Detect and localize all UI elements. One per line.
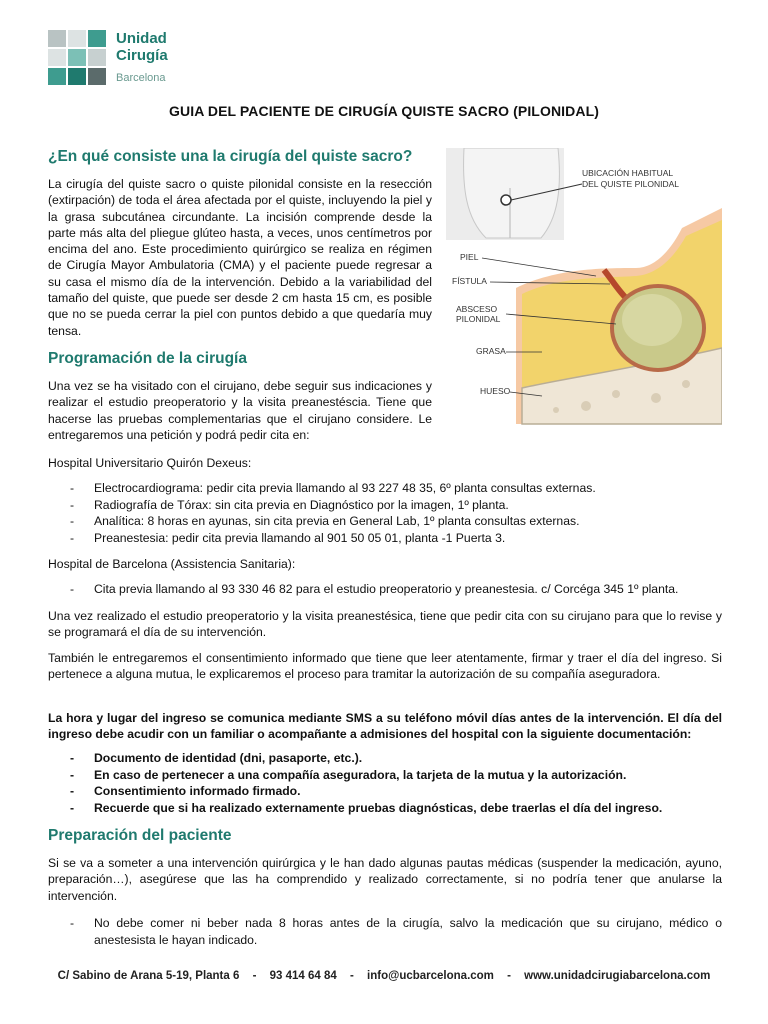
footer bbox=[0, 970, 768, 982]
label-location: UBICACIÓN HABITUAL DEL QUISTE PILONIDAL bbox=[582, 168, 679, 189]
footer-separator: - bbox=[349, 970, 354, 982]
footer-separator: - bbox=[507, 970, 511, 982]
label-skin: PIEL bbox=[460, 252, 479, 262]
label-fistula: FÍSTULA bbox=[452, 276, 487, 286]
list-item: - Consentimiento informado firmado. bbox=[70, 783, 730, 800]
pilonidal-cyst-illustration bbox=[446, 148, 722, 428]
hospital1-name: Hospital Universitario Quirón Dexeus: bbox=[48, 456, 252, 470]
footer-separator: - bbox=[252, 970, 257, 982]
documents-list bbox=[70, 750, 730, 816]
section-heading-procedure: ¿En qué consiste una la cirugía del quiste sacro? bbox=[48, 148, 413, 165]
consent-paragraph: También le entregaremos el consentimiento informado que tiene que leer atentamente, firmar y traer el día del ingreso. Si pertenece a alguna mutua, le explicaremos el proceso para tramitar la autorización de su compañía aseguradora. bbox=[48, 651, 722, 682]
list-item: - Electrocardiograma: pedir cita previa llamando al 93 227 48 35, 6º planta consultas externas. bbox=[70, 480, 730, 497]
hospital1-list bbox=[70, 480, 730, 546]
after-study-paragraph: Una vez realizado el estudio preoperatorio y la visita preanestésica, tiene que pedir cita con su cirujano para que lo revise y se programará el día de su intervención. bbox=[48, 609, 722, 640]
section-heading-scheduling: Programación de la cirugía bbox=[48, 350, 247, 367]
list-item: - Preanestesia: pedir cita previa llamando al 901 50 05 01, planta -1 Puerta 3. bbox=[70, 530, 730, 547]
procedure-description: La cirugía del quiste sacro o quiste pilonidal consiste en la resección (extirpación) de toda el área afectada por el quiste, incluyendo la piel y la grasa subcutánea circundante. La incisión comprende desde la parte más alta del pliegue glúteo hasta, a veces, unos centímetros por encima del ano. Este procedimiento quirúrgico se realiza en régimen de Cirugía Mayor Ambulatoria (CMA) y el paciente puede regresar a su casa el mismo día de la intervención. Debido a la variabilidad del tamaño del quiste, que puede ser desde 2 cm hasta 15 cm, es posible que no se pueda cerrar la piel con puntos debido a que quedaría muy tensa. bbox=[48, 177, 432, 338]
logo bbox=[48, 30, 188, 90]
footer-website[interactable]: www.unidadcirugiabarcelona.com bbox=[524, 970, 711, 982]
label-fat: GRASA bbox=[476, 346, 506, 356]
list-item: - Documento de identidad (dni, pasaporte, etc.). bbox=[70, 750, 730, 767]
label-abscess: ABSCESO PILONIDAL bbox=[456, 304, 501, 324]
footer-address: C/ Sabino de Arana 5-19, Planta 6 bbox=[57, 970, 240, 982]
list-item: - Analítica: 8 horas en ayunas, sin cita previa en General Lab, 1º planta consultas externas. bbox=[70, 513, 730, 530]
admission-paragraph: La hora y lugar del ingreso se comunica mediante SMS a su teléfono móvil días antes de la intervención. El día del ingreso debe acudir con un familiar o acompañante a admisiones del hospital con la siguiente documentación: bbox=[48, 711, 722, 742]
hospital2-list bbox=[70, 581, 730, 598]
preparation-paragraph: Si se va a someter a una intervención quirúrgica y le han dado algunas pautas médicas (suspender la medicación, ayuno, preparación…), asegúrese que las ha comprendido y realizado correctamente, si no podría tener que anularse la intervención. bbox=[48, 856, 722, 903]
section-heading-preparation: Preparación del paciente bbox=[48, 827, 232, 844]
logo-city: Barcelona bbox=[116, 72, 166, 84]
list-item: - Cita previa llamando al 93 330 46 82 para el estudio preoperatorio y preanestesia. c/ Corcéga 345 1º planta. bbox=[70, 581, 730, 598]
footer-phone: 93 414 64 84 bbox=[269, 970, 337, 982]
logo-name: Unidad Cirugía bbox=[116, 30, 168, 64]
label-bone: HUESO bbox=[480, 386, 511, 396]
list-item: - Recuerde que si ha realizado externamente pruebas diagnósticas, debe traerlas el día del ingreso. bbox=[70, 800, 730, 817]
list-item: - No debe comer ni beber nada 8 horas antes de la cirugía, salvo la medicación que su cirujano, médico o anestesista le hayan indicado. bbox=[70, 915, 722, 948]
list-item: - Radiografía de Tórax: sin cita previa en Diagnóstico por la imagen, 1º planta. bbox=[70, 497, 730, 514]
footer-email[interactable]: info@ucbarcelona.com bbox=[367, 970, 494, 982]
scheduling-intro: Una vez se ha visitado con el cirujano, debe seguir sus indicaciones y realizar el estudio preoperatorio y la visita preanestéscia. Tiene que hacerse las pruebas complementarias que el cirujano considere. Le entregaremos una petición y podrá pedir cita en: bbox=[48, 379, 432, 442]
hospital2-name: Hospital de Barcelona (Assistencia Sanitaria): bbox=[48, 557, 296, 571]
preparation-list bbox=[70, 915, 722, 948]
logo-mark bbox=[48, 30, 108, 86]
document-title: GUIA DEL PACIENTE DE CIRUGÍA QUISTE SACRO (PILONIDAL) bbox=[169, 103, 599, 119]
list-item: - En caso de pertenecer a una compañía aseguradora, la tarjeta de la mutua y la autorización. bbox=[70, 767, 730, 784]
